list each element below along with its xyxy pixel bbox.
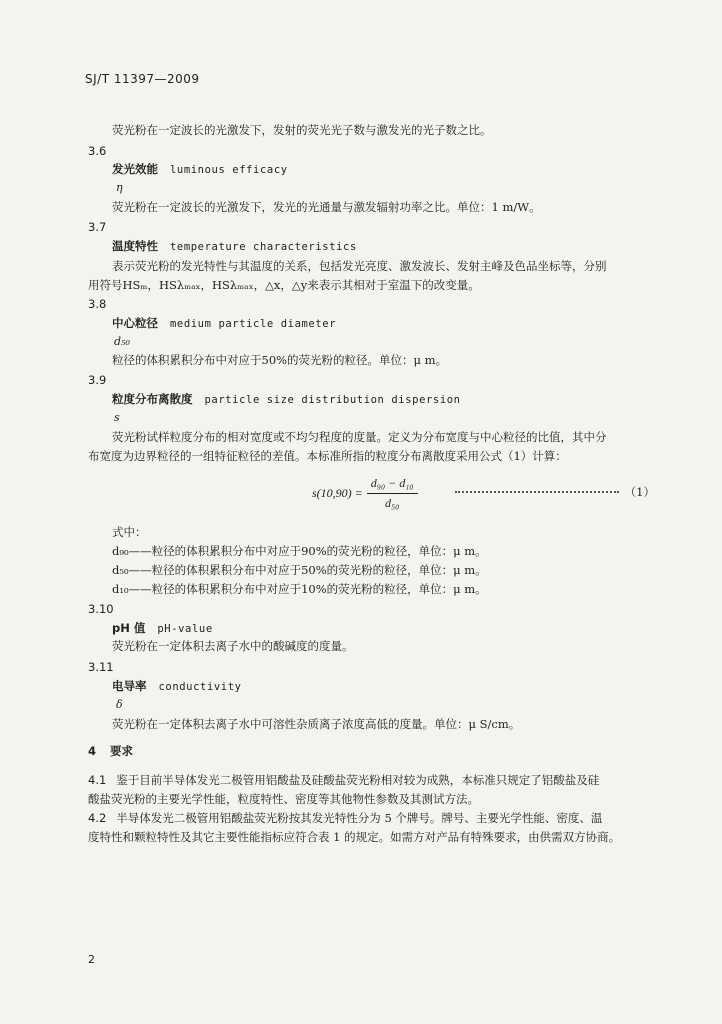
term-symbol: s	[114, 411, 120, 424]
where-item: d₅₀——粒径的体积累积分布中对应于50%的荧光粉的粒径，单位：μ m。	[112, 563, 487, 577]
definition-line: 荧光粉在一定波长的光激发下，发光的光通量与激发辐射功率之比。单位：1 m/W。	[112, 200, 541, 214]
clause-text: 半导体发光二极管用铝酸盐荧光粉按其发光特性分为 5 个牌号。牌号、主要光学性能、密度、温	[116, 811, 603, 825]
formula	[312, 476, 418, 511]
section-number: 3.10	[88, 602, 114, 616]
definition-line: 用符号HSₘ，HSλₘₐₓ，HSλₘₐₓ，△x，△y来表示其相对于室温下的改变量。	[88, 278, 480, 292]
term-en: temperature characteristics	[170, 241, 357, 253]
where-label: 式中：	[112, 525, 147, 539]
term-en: luminous efficacy	[170, 164, 288, 176]
clause-line	[88, 810, 602, 826]
definition-line: 表示荧光粉的发光特性与其温度的关系，包括发光亮度、激发波长、发射主峰及色品坐标等，分别	[112, 259, 607, 273]
term-symbol: δ	[116, 698, 123, 711]
term-heading	[112, 678, 242, 695]
term-cn: 电导率	[112, 679, 147, 693]
term-heading	[112, 620, 213, 637]
definition-line: 荧光粉在一定体积去离子水中可溶性杂质离子浓度高低的度量。单位：μ S/cm。	[112, 717, 521, 731]
definition-line: 粒径的体积累积分布中对应于50%的荧光粉的粒径。单位：μ m。	[112, 353, 448, 367]
formula-denominator: d₅₀	[384, 496, 400, 510]
term-cn: 中心粒径	[112, 316, 158, 330]
definition-line: 荧光粉在一定体积去离子水中的酸碱度的度量。	[112, 639, 354, 653]
definition-line: 荧光粉试样粒度分布的相对宽度或不均匀程度的度量。定义为分布宽度与中心粒径的比值，其中分	[112, 430, 607, 444]
section-number: 3.9	[88, 373, 107, 387]
term-cn: 温度特性	[112, 239, 158, 253]
term-cn: 粒度分布离散度	[112, 392, 193, 406]
definition-line: 布宽度为边界粒径的一组特征粒径的差值。本标准所指的粒度分布离散度采用公式（1）计算：	[88, 449, 567, 463]
term-heading	[112, 161, 288, 178]
equation-number-row	[455, 484, 655, 500]
formula-fraction	[367, 476, 418, 511]
page-number: 2	[88, 953, 95, 966]
clause-number: 4.2	[88, 811, 107, 825]
continuation-text: 荧光粉在一定波长的光激发下，发射的荧光光子数与激发光的光子数之比。	[112, 123, 492, 137]
term-cn: 发光效能	[112, 162, 158, 176]
standard-code: SJ/T 11397—2009	[85, 72, 200, 86]
clause-text: 度特性和颗粒特性及其它主要性能指标应符合表 1 的规定。如需方对产品有特殊要求，由供需双方协商。	[88, 830, 621, 844]
term-en: conductivity	[158, 681, 242, 693]
clause-text: 鉴于目前半导体发光二极管用铝酸盐及硅酸盐荧光粉相对较为成熟，本标准只规定了铝酸盐及硅	[116, 773, 600, 787]
clause-line	[88, 772, 599, 788]
chapter-title: 要求	[110, 744, 134, 758]
term-en: medium particle diameter	[170, 318, 337, 330]
term-en: pH-value	[157, 623, 213, 635]
term-heading	[112, 315, 336, 332]
term-symbol: d₅₀	[114, 335, 130, 348]
leader-dots	[455, 491, 619, 493]
formula-lhs: s(10,90) =	[312, 486, 363, 500]
where-item: d₉₀——粒径的体积累积分布中对应于90%的荧光粉的粒径，单位：μ m。	[112, 544, 487, 558]
clause-number: 4.1	[88, 773, 107, 787]
where-item: d₁₀——粒径的体积累积分布中对应于10%的荧光粉的粒径，单位：μ m。	[112, 582, 487, 596]
chapter-number: 4	[88, 744, 97, 758]
term-cn: pH 值	[112, 621, 146, 635]
section-number: 3.6	[88, 144, 107, 158]
section-number: 3.11	[88, 660, 114, 674]
term-en: particle size distribution dispersion	[204, 394, 461, 406]
term-heading	[112, 238, 357, 255]
section-number: 3.7	[88, 220, 107, 234]
section-number: 3.8	[88, 297, 107, 311]
chapter-heading	[88, 743, 133, 759]
formula-numerator: d₉₀ − d₁₀	[367, 476, 418, 494]
term-symbol: η	[116, 181, 123, 194]
term-heading	[112, 391, 461, 408]
equation-number: （1）	[624, 485, 655, 499]
clause-text: 酸盐荧光粉的主要光学性能，粒度特性、密度等其他物性参数及其测试方法。	[88, 792, 479, 806]
